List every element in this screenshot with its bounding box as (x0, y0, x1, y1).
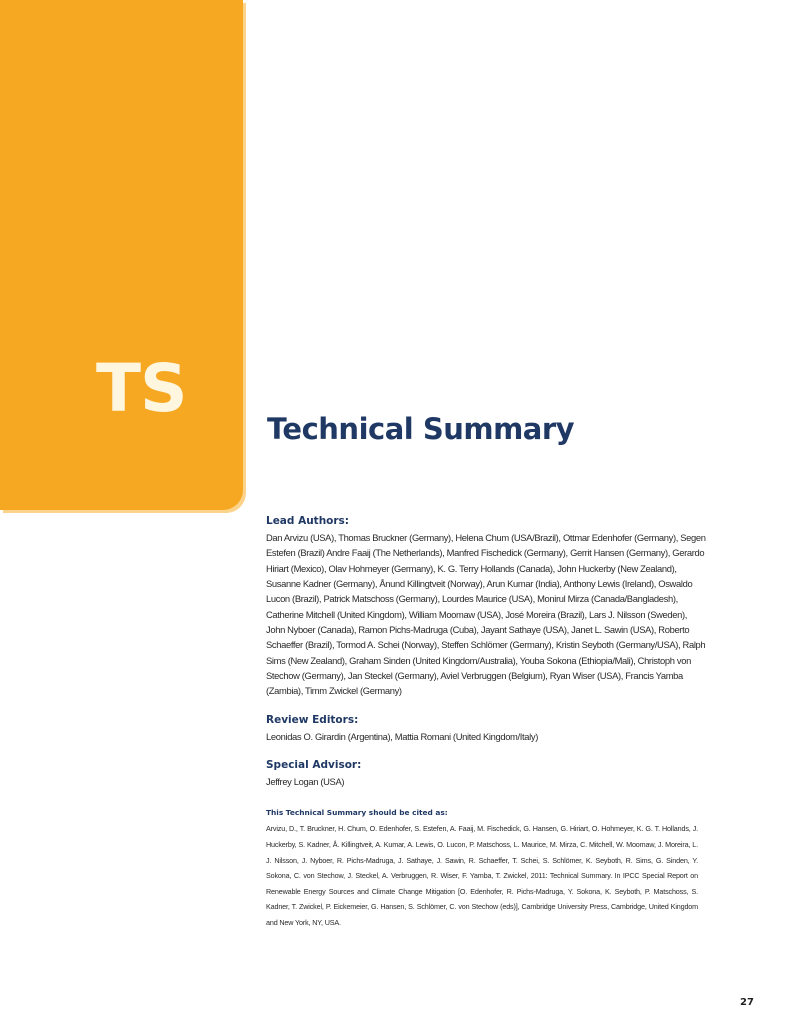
review-editors-heading: Review Editors: (266, 713, 359, 726)
lead-authors-section (266, 514, 706, 699)
special-advisor-section (266, 758, 706, 789)
lead-authors-list: Dan Arvizu (USA), Thomas Bruckner (Germany), Helena Chum (USA/Brazil), Ottmar Edenhofer (Germany), Segen Estefen (Brazil) Andre Faaij (The Netherlands), Manfred Fischedick (Germany), Gerrit Hansen (Germany), Gerardo Hiriart (Mexico), Olav Hohmeyer (Germany), K. G. Terry Hollands (Canada), John Huckerby (New Zealand), Susanne Kadner (Germany), Ånund Killingtveit (Norway), Arun Kumar (India), Anthony Lewis (Ireland), Oswaldo Lucon (Brazil), Patrick Matschoss (Germany), Lourdes Maurice (USA), Monirul Mirza (Canada/Bangladesh), Catherine Mitchell (United Kingdom), William Moomaw (USA), José Moreira (Brazil), Lars J. Nilsson (Sweden), John Nyboer (Canada), Ramon Pichs-Madruga (Cuba), Jayant Sathaye (USA), Janet L. Sawin (USA), Roberto Schaeffer (Brazil), Tormod A. Schei (Norway), Steffen Schlömer (Germany), Kristin Seyboth (Germany/USA), Ralph Sims (New Zealand), Graham Sinden (United Kingdom/Australia), Youba Sokona (Ethiopia/Mali), Christoph von Stechow (Germany), Jan Steckel (Germany), Aviel Verbruggen (Belgium), Ryan Wiser (USA), Francis Yamba (Zambia), Timm Zwickel (Germany) (266, 532, 706, 697)
front-matter (266, 514, 706, 931)
page-number: 27 (740, 997, 754, 1008)
review-editors-list: Leonidas O. Girardin (Argentina), Mattia Romani (United Kingdom/Italy) (266, 730, 538, 742)
citation-section (266, 807, 698, 930)
chapter-code: TS (96, 350, 187, 427)
review-editors-section (266, 713, 706, 744)
citation-heading: This Technical Summary should be cited as: (266, 808, 448, 818)
chapter-tab (0, 0, 243, 510)
page-title: Technical Summary (267, 412, 575, 446)
lead-authors-heading: Lead Authors: (266, 515, 350, 527)
special-advisor-name: Jeffrey Logan (USA) (266, 776, 345, 788)
special-advisor-heading: Special Advisor: (266, 759, 362, 772)
citation-text: Arvizu, D., T. Bruckner, H. Chum, O. Edenhofer, S. Estefen, A. Faaij, M. Fischedick, G. Hansen, G. Hiriart, O. Hohmeyer, K. G. T. Hollands, J. Huckerby, S. Kadner, Å. Killingtveit, A. Kumar, A. Lewis, O. Lucon, P. Matschoss, L. Maurice, M. Mirza, C. Mitchell, W. Moomaw, J. Moreira, L. J. Nilsson, J. Nyboer, R. Pichs-Madruga, J. Sathaye, J. Sawin, R. Schaeffer, T. Schei, S. Schlömer, K. Seyboth, R. Sims, G. Sinden, Y. Sokona, C. von Stechow, J. Steckel, A. Verbruggen, R. Wiser, F. Yamba, T. Zwickel, 2011: Technical Summary. In IPCC Special Report on Renewable Energy Sources and Climate Change Mitigation [O. Edenhofer, R. Pichs-Madruga, Y. Sokona, K. Seyboth, P. Matschoss, S. Kadner, T. Zwickel, P. Eickemeier, G. Hansen, S. Schlömer, C. von Stechow (eds)], Cambridge University Press, Cambridge, United Kingdom and New York, NY, USA. (266, 824, 698, 928)
